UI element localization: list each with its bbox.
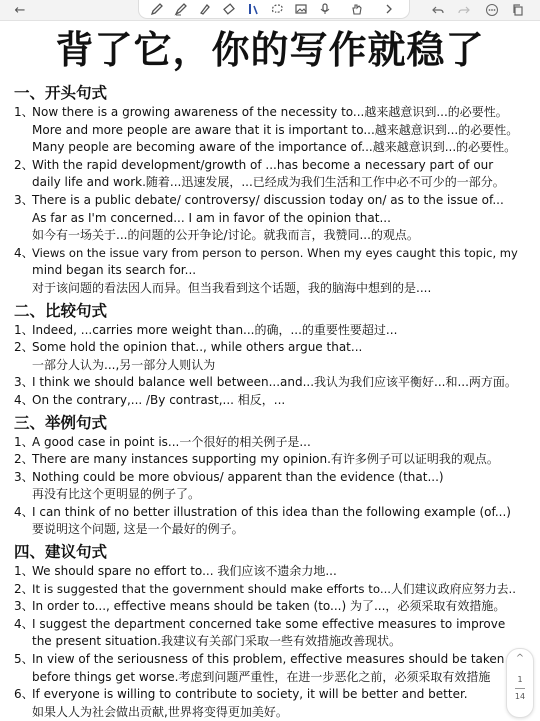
section-heading: 二、比较句式 [14,301,108,320]
list-item [14,104,524,157]
item-line: Views on the issue vary from person to person. When my eyes caught this topic, my [32,245,518,260]
item-number: 4、 [14,616,34,631]
item-line: Many people are becoming aware of the importance of...越来越意识到...的必要性。 [32,140,517,155]
list-item [14,469,524,504]
list-item [14,651,524,686]
list-item [14,581,524,599]
item-line: In view of the seriousness of this problem, effective measures should be taken [32,652,505,667]
item-line: Now there is a growing awareness of the necessity to...越来越意识到...的必要性。 [32,105,508,119]
item-line: 如今有一场关于...的问题的公开争论/讨论。就我而言，我赞同...的观点。 [32,228,419,243]
item-line: More and more people are aware that it is important to...越来越意识到...的必要性。 [32,122,519,137]
item-line: We should spare no effort to... 我们应该不遗余力地... [32,564,337,579]
item-line: 要说明这个问题, 这是一个最好的例子。 [32,522,244,537]
list-item [14,339,524,374]
item-line: On the contrary,... /By contrast,... 相反，... [32,392,286,407]
item-line: daily life and work.随着...迅速发展，...已经成为我们生活和工作中必不可少的一部分。 [32,175,505,190]
page-title: 背了它，你的写作就稳了 [55,28,485,72]
item-number: 5、 [14,652,34,667]
total-page-count: 14 [514,692,526,701]
current-page-number: 1 [517,675,523,684]
item-line: If everyone is willing to contribute to society, it will be better and better. [32,687,468,702]
item-line: With the rapid development/growth of ...has become a necessary part of our [32,157,494,172]
list-item [14,451,524,469]
back-arrow-icon[interactable]: ← [14,2,26,18]
eraser-icon[interactable] [219,0,239,18]
item-number: 2、 [14,581,34,596]
pen-icon[interactable] [147,0,167,18]
item-line: It is suggested that the government should make efforts to...人们建议政府应努力去.. [32,581,517,596]
highlighter-icon[interactable] [171,0,191,18]
list-item [14,686,524,721]
section-heading: 四、建议句式 [14,543,108,562]
item-number: 2、 [14,452,34,467]
item-line: 再没有比这个更明显的例子了。 [32,487,201,502]
item-number: 3、 [14,375,34,390]
item-line: A good case in point is...一个很好的相关例子是... [32,434,311,449]
drawing-tools-bar [138,0,410,19]
item-line: In order to..., effective means should be taken (to...) 为了...，必须采取有效措施。 [32,599,506,614]
item-line: I can think of no better illustration of this idea than the following example (of...) [32,504,511,519]
item-number: 6、 [14,687,34,702]
item-line: As far as I'm concerned... I am in favor of the opinion that... [32,210,391,225]
item-number: 4、 [14,245,34,260]
text-icon[interactable] [243,0,263,18]
item-line: Nothing could be more obvious/ apparent than the evidence (that...) [32,469,444,484]
list-item [14,374,524,392]
lasso-icon[interactable] [267,0,287,18]
list-item [14,245,524,298]
copy-icon[interactable] [508,1,528,19]
page-navigator[interactable] [506,648,534,718]
item-number: 1、 [14,434,34,449]
list-item [14,157,524,192]
item-number: 3、 [14,469,34,484]
item-line: 对于该问题的看法因人而异。但当我看到这个话题，我的脑海中想到的是.... [32,280,432,295]
item-number: 2、 [14,340,34,355]
list-item [14,192,524,245]
microphone-icon[interactable] [315,0,335,18]
chevron-up-icon[interactable]: ^ [515,653,525,664]
list-item [14,322,524,340]
item-number: 4、 [14,392,34,407]
top-toolbar [0,0,540,21]
marker-icon[interactable] [195,0,215,18]
section-heading: 一、开头句式 [14,84,108,102]
item-line: 如果人人为社会做出贡献,世界将变得更加美好。 [32,704,288,719]
item-line: 一部分人认为...,另一部分人则认为 [32,357,216,372]
redo-icon[interactable] [454,1,474,19]
item-line: I think we should balance well between...and...我认为我们应该平衡好...和...两方面。 [32,375,517,390]
hand-icon[interactable] [347,0,367,18]
item-number: 3、 [14,599,34,614]
item-line: Some hold the opinion that.., while others argue that... [32,340,363,355]
list-item [14,504,524,539]
undo-icon[interactable] [428,1,448,19]
page-divider [515,688,525,689]
item-line: I suggest the department concerned take some effective measures to improve [32,616,506,631]
image-icon[interactable] [291,0,311,18]
item-number: 3、 [14,192,34,207]
item-line: before things get worse.考虑到问题严重性，在进一步恶化之前，必须采取有效措施 [32,669,491,684]
item-line: There is a public debate/ controversy/ discussion today on/ as to the issue of... [32,192,504,207]
section-heading: 三、举例句式 [14,413,108,432]
list-item [14,392,524,410]
list-item [14,616,524,651]
item-number: 1、 [14,322,34,337]
item-line: There are many instances supporting my opinion.有许多例子可以证明我的观点。 [32,452,499,467]
list-item [14,598,524,616]
item-number: 1、 [14,105,34,119]
list-item [14,434,524,452]
list-item [14,563,524,581]
item-line: the present situation.我建议有关部门采取一些有效措施改善现状。 [32,634,401,649]
item-line: mind began its search for... [32,263,197,278]
chevron-right-icon[interactable] [379,0,399,18]
item-line: Indeed, ...carries more weight than...的确，...的重要性要超过... [32,322,398,337]
more-options-icon[interactable] [482,1,502,19]
note-content [14,80,524,721]
item-number: 1、 [14,564,34,579]
item-number: 4、 [14,504,34,519]
item-number: 2、 [14,157,34,172]
